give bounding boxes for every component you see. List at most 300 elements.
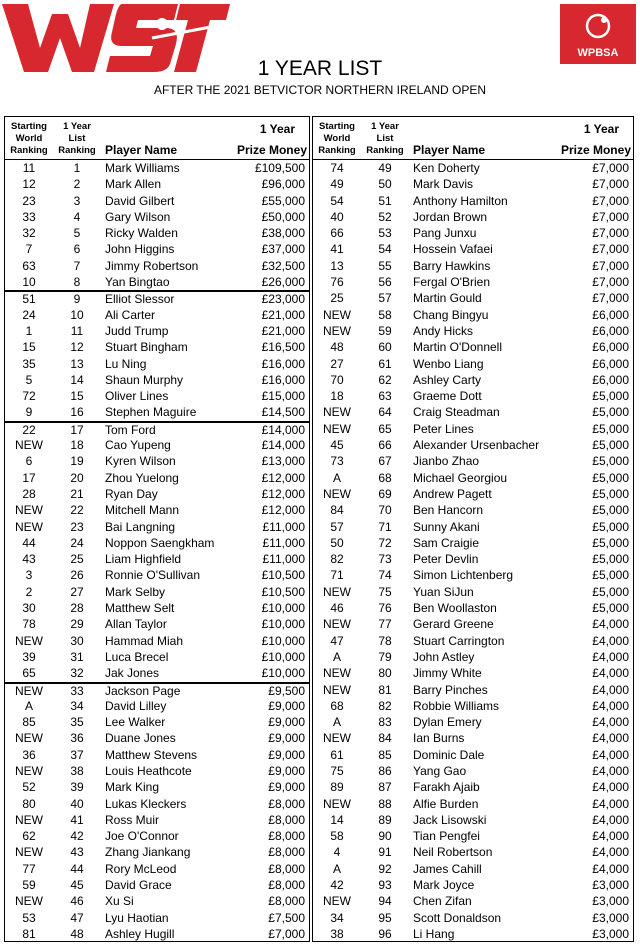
table-body-right <box>313 160 633 942</box>
list-ranking-cell: 53 <box>378 226 392 241</box>
table-row <box>5 910 309 926</box>
player-name-cell: Andrew Pagett <box>413 486 492 501</box>
table-row <box>313 779 633 795</box>
starting-ranking-cell: 1 <box>25 323 33 338</box>
starting-ranking-cell: 84 <box>330 503 344 518</box>
starting-ranking-cell: 81 <box>22 926 36 941</box>
list-ranking-cell: 4 <box>73 209 81 224</box>
list-ranking-cell: 59 <box>378 323 392 338</box>
list-ranking-cell: 93 <box>378 878 392 893</box>
starting-ranking-cell: 66 <box>330 226 344 241</box>
prize-money-cell: £6,000 <box>592 356 629 371</box>
player-name-cell: Luca Brecel <box>105 649 169 664</box>
prize-money-cell: £5,000 <box>592 519 629 534</box>
player-name-cell: Mark King <box>105 780 160 795</box>
player-name-cell: Ricky Walden <box>105 226 178 241</box>
list-ranking-cell: 42 <box>70 829 84 844</box>
player-name-cell: Robbie Williams <box>413 698 500 713</box>
player-name-cell: Mark Williams <box>105 161 180 175</box>
table-row <box>313 437 633 453</box>
starting-ranking-cell: 65 <box>22 666 36 681</box>
table-row <box>313 763 633 779</box>
list-ranking-cell: 74 <box>378 568 392 583</box>
starting-ranking-cell: NEW <box>15 845 43 860</box>
prize-money-cell: £8,000 <box>268 845 305 860</box>
prize-money-cell: £14,000 <box>261 422 305 437</box>
list-ranking-cell: 58 <box>378 307 392 322</box>
player-name-cell: Graeme Dott <box>413 389 482 404</box>
starting-ranking-cell: 41 <box>330 242 344 257</box>
prize-money-cell: £5,000 <box>592 470 629 485</box>
table-row <box>5 861 309 877</box>
starting-ranking-cell: 57 <box>330 519 344 534</box>
table-row <box>313 861 633 877</box>
prize-money-cell: £7,000 <box>592 209 629 224</box>
table-row <box>313 209 633 225</box>
table-row <box>5 877 309 893</box>
starting-ranking-cell: 28 <box>22 486 36 501</box>
starting-ranking-cell: NEW <box>323 584 351 599</box>
player-name-cell: Ashley Hugill <box>105 926 175 941</box>
starting-ranking-cell: 9 <box>25 405 33 420</box>
list-ranking-cell: 63 <box>378 389 392 404</box>
starting-ranking-cell: 70 <box>330 372 344 387</box>
starting-ranking-cell: NEW <box>323 894 351 909</box>
starting-ranking-cell: 17 <box>22 470 36 485</box>
starting-ranking-cell: 49 <box>330 177 344 192</box>
starting-ranking-cell: 15 <box>22 340 36 355</box>
prize-money-cell: £7,000 <box>268 926 305 941</box>
starting-ranking-cell: 63 <box>22 258 36 273</box>
table-row <box>5 339 309 355</box>
starting-ranking-cell: 32 <box>22 226 36 241</box>
col-header-player: Player Name <box>413 143 486 157</box>
prize-money-cell: £10,000 <box>261 649 305 664</box>
prize-money-cell: £7,000 <box>592 193 629 208</box>
list-ranking-cell: 31 <box>70 649 84 664</box>
prize-money-cell: £4,000 <box>592 649 629 664</box>
player-name-cell: Shaun Murphy <box>105 372 184 387</box>
prize-money-cell: £109,500 <box>254 161 305 175</box>
starting-ranking-cell: NEW <box>323 666 351 681</box>
table-row <box>313 633 633 649</box>
player-name-cell: Allan Taylor <box>105 617 167 632</box>
table-row <box>313 176 633 192</box>
table-row <box>5 258 309 274</box>
starting-ranking-cell: 6 <box>25 454 33 469</box>
table-row <box>5 307 309 323</box>
starting-ranking-cell: 23 <box>22 193 36 208</box>
table-row <box>313 274 633 290</box>
player-name-cell: Kyren Wilson <box>105 454 176 469</box>
list-ranking-cell: 91 <box>378 845 392 860</box>
table-row <box>5 747 309 763</box>
table-row <box>313 910 633 926</box>
table-row <box>313 453 633 469</box>
player-name-cell: Andy Hicks <box>413 323 474 338</box>
player-name-cell: Louis Heathcote <box>105 763 192 778</box>
table-row <box>313 486 633 502</box>
table-row <box>313 339 633 355</box>
table-row <box>5 779 309 795</box>
player-name-cell: Peter Devlin <box>413 552 479 567</box>
player-name-cell: Chang Bingyu <box>413 307 489 322</box>
starting-ranking-cell: 10 <box>22 275 36 290</box>
prize-money-cell: £8,000 <box>268 894 305 909</box>
player-name-cell: Matthew Selt <box>105 601 175 616</box>
table-row <box>313 714 633 730</box>
prize-money-cell: £5,000 <box>592 454 629 469</box>
starting-ranking-cell: NEW <box>323 486 351 501</box>
player-name-cell: Peter Lines <box>413 421 474 436</box>
col-header-line: Starting <box>319 121 355 132</box>
list-ranking-cell: 12 <box>70 340 84 355</box>
list-ranking-cell: 27 <box>70 584 84 599</box>
player-name-cell: Mark Joyce <box>413 878 475 893</box>
starting-ranking-cell: A <box>332 715 341 730</box>
prize-money-cell: £4,000 <box>592 747 629 762</box>
table-row <box>5 209 309 225</box>
player-name-cell: Jianbo Zhao <box>413 454 480 469</box>
table-row <box>313 600 633 616</box>
starting-ranking-cell: 7 <box>25 242 33 257</box>
list-ranking-cell: 54 <box>378 242 392 257</box>
table-row <box>5 486 309 502</box>
player-name-cell: Anthony Hamilton <box>413 193 508 208</box>
list-ranking-cell: 39 <box>70 780 84 795</box>
list-ranking-cell: 8 <box>73 275 81 290</box>
table-row <box>313 828 633 844</box>
prize-money-cell: £3,000 <box>592 894 629 909</box>
starting-ranking-cell: NEW <box>323 323 351 338</box>
col-header-prize-line2: Prize Money <box>236 143 307 157</box>
prize-money-cell: £5,000 <box>592 389 629 404</box>
list-ranking-cell: 19 <box>70 454 84 469</box>
player-name-cell: Jordan Brown <box>413 209 488 224</box>
starting-ranking-cell: NEW <box>15 763 43 778</box>
list-ranking-cell: 76 <box>378 601 392 616</box>
starting-ranking-cell: 27 <box>330 356 344 371</box>
prize-money-cell: £50,000 <box>261 209 305 224</box>
starting-ranking-cell: NEW <box>323 617 351 632</box>
col-header-prize-line2: Prize Money <box>560 143 631 157</box>
player-name-cell: Jack Lisowski <box>413 812 487 827</box>
list-ranking-cell: 79 <box>378 649 392 664</box>
prize-money-cell: £4,000 <box>592 845 629 860</box>
table-row <box>5 714 309 730</box>
prize-money-cell: £4,000 <box>592 796 629 811</box>
ranking-table-right <box>312 116 634 942</box>
table-row <box>313 665 633 681</box>
table-header <box>313 117 633 160</box>
starting-ranking-cell: A <box>332 649 341 664</box>
table-row <box>313 730 633 746</box>
list-ranking-cell: 66 <box>378 438 392 453</box>
starting-ranking-cell: 82 <box>330 552 344 567</box>
starting-ranking-cell: 52 <box>22 780 36 795</box>
list-ranking-cell: 71 <box>378 519 392 534</box>
player-name-cell: Ken Doherty <box>413 161 480 175</box>
prize-money-cell: £5,000 <box>592 601 629 616</box>
prize-money-cell: £12,000 <box>261 486 305 501</box>
player-name-cell: Hossein Vafaei <box>413 242 493 257</box>
prize-money-cell: £5,000 <box>592 486 629 501</box>
prize-money-cell: £21,000 <box>261 307 305 322</box>
player-name-cell: Barry Hawkins <box>413 258 491 273</box>
player-name-cell: Martin O'Donnell <box>413 340 502 355</box>
table-row <box>5 812 309 828</box>
player-name-cell: Duane Jones <box>105 731 176 746</box>
table-row <box>5 828 309 844</box>
page-subtitle: AFTER THE 2021 BETVICTOR NORTHERN IRELAND OPEN <box>153 83 487 97</box>
col-header-starting-ranking <box>315 121 359 157</box>
col-header-line: 1 Year <box>371 121 399 132</box>
prize-money-cell: £6,000 <box>592 340 629 355</box>
starting-ranking-cell: 80 <box>22 796 36 811</box>
table-row <box>313 926 633 942</box>
starting-ranking-cell: 34 <box>330 910 344 925</box>
starting-ranking-cell: 59 <box>22 878 36 893</box>
player-name-cell: Farakh Ajaib <box>413 780 480 795</box>
list-ranking-cell: 80 <box>378 666 392 681</box>
list-ranking-cell: 29 <box>70 617 84 632</box>
prize-money-cell: £5,000 <box>592 503 629 518</box>
player-name-cell: Jimmy Robertson <box>105 258 199 273</box>
prize-money-cell: £7,500 <box>268 910 305 925</box>
player-name-cell: Dominic Dale <box>413 747 485 762</box>
table-row <box>5 193 309 209</box>
player-name-cell: Ryan Day <box>105 486 158 501</box>
list-ranking-cell: 49 <box>378 161 392 175</box>
table-row <box>5 453 309 469</box>
starting-ranking-cell: NEW <box>15 683 43 698</box>
prize-money-cell: £5,000 <box>592 421 629 436</box>
table-row <box>5 388 309 404</box>
prize-money-cell: £14,500 <box>261 405 305 420</box>
col-header-list-ranking <box>363 121 407 157</box>
prize-money-cell: £7,000 <box>592 161 629 175</box>
starting-ranking-cell: 33 <box>22 209 36 224</box>
table-row <box>5 682 309 698</box>
prize-money-cell: £5,000 <box>592 552 629 567</box>
table-row <box>313 193 633 209</box>
prize-money-cell: £37,000 <box>261 242 305 257</box>
col-header-prize-line1: 1 Year <box>259 122 295 136</box>
list-ranking-cell: 21 <box>70 486 84 501</box>
col-header-line: Starting <box>11 121 47 132</box>
table-row <box>5 421 309 437</box>
prize-money-cell: £5,000 <box>592 405 629 420</box>
table-row <box>5 633 309 649</box>
starting-ranking-cell: 42 <box>330 878 344 893</box>
prize-money-cell: £3,000 <box>592 926 629 941</box>
list-ranking-cell: 61 <box>378 356 392 371</box>
list-ranking-cell: 86 <box>378 763 392 778</box>
prize-money-cell: £4,000 <box>592 698 629 713</box>
col-header-line: World <box>323 133 351 144</box>
prize-money-cell: £10,000 <box>261 617 305 632</box>
prize-money-cell: £26,000 <box>261 275 305 290</box>
list-ranking-cell: 81 <box>378 682 392 697</box>
prize-money-cell: £10,000 <box>261 633 305 648</box>
player-name-cell: Chen Zifan <box>413 894 472 909</box>
starting-ranking-cell: 45 <box>330 438 344 453</box>
starting-ranking-cell: 30 <box>22 601 36 616</box>
table-row <box>5 323 309 339</box>
table-row <box>5 225 309 241</box>
prize-money-cell: £9,500 <box>268 683 305 698</box>
starting-ranking-cell: 73 <box>330 454 344 469</box>
list-ranking-cell: 57 <box>378 291 392 306</box>
list-ranking-cell: 26 <box>70 568 84 583</box>
prize-money-cell: £7,000 <box>592 291 629 306</box>
player-name-cell: Yuan SiJun <box>413 584 474 599</box>
starting-ranking-cell: A <box>24 698 33 713</box>
player-name-cell: Mark Selby <box>105 584 166 599</box>
col-header-line: World <box>15 133 43 144</box>
prize-money-cell: £12,000 <box>261 470 305 485</box>
player-name-cell: Rory McLeod <box>105 861 177 876</box>
list-ranking-cell: 82 <box>378 698 392 713</box>
list-ranking-cell: 38 <box>70 763 84 778</box>
list-ranking-cell: 62 <box>378 372 392 387</box>
col-header-line: List <box>68 133 86 144</box>
player-name-cell: Liam Highfield <box>105 552 182 567</box>
starting-ranking-cell: 54 <box>330 193 344 208</box>
prize-money-cell: £8,000 <box>268 861 305 876</box>
player-name-cell: Gary Wilson <box>105 209 171 224</box>
list-ranking-cell: 16 <box>70 405 84 420</box>
list-ranking-cell: 15 <box>70 389 84 404</box>
prize-money-cell: £9,000 <box>268 747 305 762</box>
player-name-cell: Stuart Bingham <box>105 340 188 355</box>
player-name-cell: Ian Burns <box>413 731 465 746</box>
list-ranking-cell: 94 <box>378 894 392 909</box>
list-ranking-cell: 24 <box>70 535 84 550</box>
list-ranking-cell: 60 <box>378 340 392 355</box>
starting-ranking-cell: 4 <box>333 845 341 860</box>
table-row <box>5 649 309 665</box>
prize-money-cell: £4,000 <box>592 829 629 844</box>
player-name-cell: Stuart Carrington <box>413 633 505 648</box>
player-name-cell: Lukas Kleckers <box>105 796 187 811</box>
player-name-cell: Judd Trump <box>105 323 169 338</box>
starting-ranking-cell: NEW <box>15 633 43 648</box>
player-name-cell: Bai Langning <box>105 519 176 534</box>
list-ranking-cell: 96 <box>378 926 392 941</box>
starting-ranking-cell: 40 <box>330 209 344 224</box>
starting-ranking-cell: 2 <box>25 584 33 599</box>
prize-money-cell: £4,000 <box>592 861 629 876</box>
list-ranking-cell: 37 <box>70 747 84 762</box>
list-ranking-cell: 90 <box>378 829 392 844</box>
starting-ranking-cell: NEW <box>15 503 43 518</box>
table-row <box>313 649 633 665</box>
starting-ranking-cell: 71 <box>330 568 344 583</box>
prize-money-cell: £13,000 <box>261 454 305 469</box>
prize-money-cell: £23,000 <box>261 292 305 307</box>
player-name-cell: Joe O'Connor <box>105 829 179 844</box>
starting-ranking-cell: 48 <box>330 340 344 355</box>
player-name-cell: Elliot Slessor <box>105 292 175 307</box>
table-row <box>5 698 309 714</box>
starting-ranking-cell: 53 <box>22 910 36 925</box>
player-name-cell: Mitchell Mann <box>105 503 180 518</box>
list-ranking-cell: 51 <box>378 193 392 208</box>
list-ranking-cell: 88 <box>378 796 392 811</box>
starting-ranking-cell: NEW <box>15 812 43 827</box>
table-row <box>313 844 633 860</box>
prize-money-cell: £32,500 <box>261 258 305 273</box>
player-name-cell: David Gilbert <box>105 193 175 208</box>
list-ranking-cell: 41 <box>70 812 84 827</box>
player-name-cell: Li Hang <box>413 926 455 941</box>
list-ranking-cell: 9 <box>73 292 81 307</box>
col-header-line: Ranking <box>58 145 96 156</box>
list-ranking-cell: 22 <box>70 503 84 518</box>
starting-ranking-cell: NEW <box>323 307 351 322</box>
list-ranking-cell: 65 <box>378 421 392 436</box>
starting-ranking-cell: 43 <box>22 552 36 567</box>
player-name-cell: Zhang Jiankang <box>105 845 191 860</box>
table-row <box>313 567 633 583</box>
list-ranking-cell: 44 <box>70 861 84 876</box>
table-row <box>5 844 309 860</box>
list-ranking-cell: 55 <box>378 258 392 273</box>
table-row <box>313 160 633 176</box>
list-ranking-cell: 92 <box>378 861 392 876</box>
prize-money-cell: £9,000 <box>268 763 305 778</box>
player-name-cell: Alfie Burden <box>413 796 479 811</box>
starting-ranking-cell: 51 <box>22 292 36 307</box>
table-row <box>313 893 633 909</box>
table-row <box>313 877 633 893</box>
list-ranking-cell: 46 <box>70 894 84 909</box>
starting-ranking-cell: NEW <box>323 405 351 420</box>
prize-money-cell: £6,000 <box>592 307 629 322</box>
table-row <box>5 567 309 583</box>
prize-money-cell: £3,000 <box>592 878 629 893</box>
prize-money-cell: £8,000 <box>268 878 305 893</box>
player-name-cell: John Higgins <box>105 242 175 257</box>
player-name-cell: Noppon Saengkham <box>105 535 215 550</box>
wpbsa-logo-icon <box>560 4 636 64</box>
starting-ranking-cell: 78 <box>22 617 36 632</box>
table-row <box>313 290 633 306</box>
prize-money-cell: £5,000 <box>592 535 629 550</box>
table-row <box>313 258 633 274</box>
list-ranking-cell: 5 <box>73 226 81 241</box>
starting-ranking-cell: 39 <box>22 649 36 664</box>
list-ranking-cell: 3 <box>73 193 81 208</box>
prize-money-cell: £4,000 <box>592 666 629 681</box>
list-ranking-cell: 48 <box>70 926 84 941</box>
player-name-cell: David Lilley <box>105 698 167 713</box>
table-row <box>5 404 309 420</box>
prize-money-cell: £3,000 <box>592 910 629 925</box>
list-ranking-cell: 77 <box>378 617 392 632</box>
starting-ranking-cell: 74 <box>330 161 344 175</box>
list-ranking-cell: 25 <box>70 552 84 567</box>
starting-ranking-cell: NEW <box>15 438 43 453</box>
prize-money-cell: £7,000 <box>592 242 629 257</box>
player-name-cell: Fergal O'Brien <box>413 275 490 290</box>
list-ranking-cell: 43 <box>70 845 84 860</box>
prize-money-cell: £7,000 <box>592 226 629 241</box>
page-title: 1 YEAR LIST <box>257 57 383 80</box>
player-name-cell: Ronnie O'Sullivan <box>105 568 201 583</box>
player-name-cell: Zhou Yuelong <box>105 470 179 485</box>
